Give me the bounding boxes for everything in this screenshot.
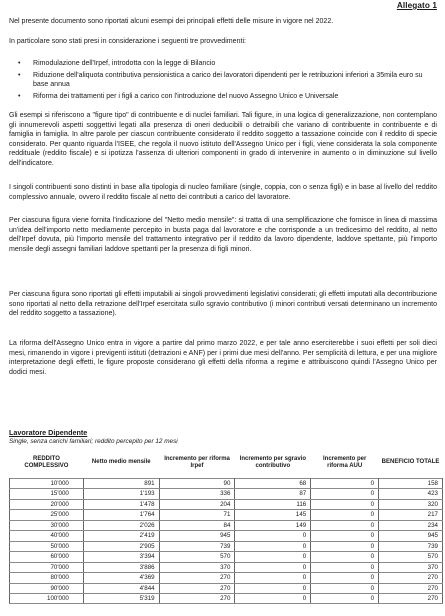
cell-netto: 1'478 <box>83 499 159 509</box>
cell-auu: 0 <box>311 552 379 562</box>
cell-sgravio: 116 <box>235 499 311 509</box>
cell-netto: 891 <box>83 479 159 489</box>
bullet-icon: • <box>18 60 21 67</box>
table-row <box>10 583 443 593</box>
cell-beneficio: 234 <box>379 520 443 530</box>
cell-irpef: 90 <box>159 479 235 489</box>
cell-netto: 4'369 <box>83 573 159 583</box>
cell-auu: 0 <box>311 562 379 572</box>
cell-sgravio: 0 <box>235 562 311 572</box>
list-item-text: Riforma dei trattamenti per i figli a carico con l'introduzione del nuovo Assegno Unico e Universale <box>33 93 339 101</box>
cell-beneficio: 570 <box>379 552 443 562</box>
cell-sgravio: 0 <box>235 531 311 541</box>
column-header-reddito: REDDITO COMPLESSIVO <box>24 455 69 469</box>
bullet-icon: • <box>18 93 21 101</box>
cell-netto: 2'026 <box>83 520 159 530</box>
cell-netto: 1'764 <box>83 510 159 520</box>
list-item <box>9 59 437 69</box>
cell-auu: 0 <box>311 489 379 499</box>
intro-paragraph-2: In particolare sono stati presi in considerazione i seguenti tre provvedimenti: <box>9 38 246 45</box>
cell-beneficio: 270 <box>379 573 443 583</box>
cell-sgravio: 0 <box>235 593 311 603</box>
cell-beneficio: 320 <box>379 499 443 509</box>
table-row <box>10 489 443 499</box>
cell-auu: 0 <box>311 520 379 530</box>
cell-irpef: 270 <box>159 583 235 593</box>
column-header-irpef: Incremento per riforma Irpef <box>164 455 230 469</box>
column-header-sgravio: Incremento per sgravio contributivo <box>239 455 307 469</box>
cell-netto: 2'905 <box>83 541 159 551</box>
table-row <box>10 510 443 520</box>
cell-sgravio: 149 <box>235 520 311 530</box>
cell-beneficio: 423 <box>379 489 443 499</box>
cell-reddito: 50'000 <box>10 541 84 551</box>
body-paragraph-taxpayers: I singoli contribuenti sono distinti in base alla tipologia di nucleo familiare (single, coppia, con o senza figli) e in base al livello del reddito complessivo annuale, ovvero il reddito fiscale al netto dei contributi a carico del lavoratore. <box>9 184 437 201</box>
section-subtitle: Single, senza carichi familiari; reddito percepito per 12 mesi <box>9 438 178 445</box>
intro-paragraph-1: Nel presente documento sono riportati alcuni esempi dei principali effetti delle misure in vigore nel 2022. <box>9 18 334 25</box>
cell-auu: 0 <box>311 510 379 520</box>
table-row <box>10 593 443 603</box>
bullet-icon: • <box>18 71 21 79</box>
table-row <box>10 541 443 551</box>
table-row <box>10 499 443 509</box>
cell-reddito: 15'000 <box>10 489 84 499</box>
table-header-row <box>10 448 443 479</box>
cell-beneficio: 270 <box>379 593 443 603</box>
cell-beneficio: 270 <box>379 583 443 593</box>
cell-auu: 0 <box>311 531 379 541</box>
cell-sgravio: 145 <box>235 510 311 520</box>
column-header-netto: Netto medio mensile <box>91 459 151 466</box>
cell-sgravio: 87 <box>235 489 311 499</box>
cell-irpef: 336 <box>159 489 235 499</box>
cell-reddito: 10'000 <box>10 479 84 489</box>
cell-irpef: 370 <box>159 562 235 572</box>
cell-netto: 2'419 <box>83 531 159 541</box>
cell-irpef: 270 <box>159 573 235 583</box>
cell-reddito: 30'000 <box>10 520 84 530</box>
cell-auu: 0 <box>311 541 379 551</box>
cell-reddito: 80'000 <box>10 573 84 583</box>
cell-reddito: 25'000 <box>10 510 84 520</box>
table-row <box>10 531 443 541</box>
cell-beneficio: 370 <box>379 562 443 572</box>
cell-irpef: 270 <box>159 593 235 603</box>
cell-reddito: 20'000 <box>10 499 84 509</box>
benefits-table <box>9 448 443 604</box>
cell-auu: 0 <box>311 499 379 509</box>
cell-netto: 4'844 <box>83 583 159 593</box>
table-row <box>10 520 443 530</box>
table-row <box>10 562 443 572</box>
cell-irpef: 945 <box>159 531 235 541</box>
list-item <box>9 71 437 90</box>
list-item-text: Riduzione dell'aliquota contributiva pensionistica a carico dei lavoratori dipendenti per le retribuzioni inferiori a 35mila euro su base annua <box>33 71 423 89</box>
cell-beneficio: 739 <box>379 541 443 551</box>
cell-beneficio: 158 <box>379 479 443 489</box>
list-item <box>9 92 437 102</box>
cell-reddito: 60'000 <box>10 552 84 562</box>
cell-irpef: 739 <box>159 541 235 551</box>
cell-irpef: 570 <box>159 552 235 562</box>
cell-netto: 3'886 <box>83 562 159 572</box>
body-paragraph-net-monthly: Per ciascuna figura viene fornita l'indicazione del "Netto medio mensile": si tratta di una semplificazione che fornisce in linea di massima un'idea dell'importo netto mediamente percepito in busta paga dal lavoratore e che corrisponde a un tredicesimo del reddito, al netto dell'Irpef dovuta, più l'importo mensile del trattamento integrativo per il reddito da lavoro dipendente, laddove spettante, più l'importo mensile degli assegni familiari laddove spettanti per la presenza di figli minori. <box>9 217 437 253</box>
cell-auu: 0 <box>311 479 379 489</box>
table-row <box>10 479 443 489</box>
cell-netto: 3'394 <box>83 552 159 562</box>
body-paragraph-effects: Per ciascuna figura sono riportati gli effetti imputabili ai singoli provvedimenti legislativi considerati; gli effetti imputati alla decontribuzione sono riportati al netto della retrazione dell'Irpef esercitata sullo sgravio contributivo (i minori contributi versati determinano un incremento del reddito soggetto a tassazione). <box>9 291 437 318</box>
cell-beneficio: 945 <box>379 531 443 541</box>
cell-reddito: 90'000 <box>10 583 84 593</box>
cell-reddito: 100'000 <box>10 593 84 603</box>
cell-netto: 1'193 <box>83 489 159 499</box>
cell-reddito: 70'000 <box>10 562 84 572</box>
column-header-auu: Incremento per riforma AUU <box>322 455 367 469</box>
cell-netto: 5'319 <box>83 593 159 603</box>
body-paragraph-assegno-unico: La riforma dell'Assegno Unico entra in vigore a partire dal primo marzo 2022, e per tale anno eserciterebbe i suoi effetti per soli dieci mesi, rimanendo in vigore i previgenti istituti (detrazioni e ANF) per i primi due mesi dell'anno. Per semplicità di lettura, e per una migliore interpretazione degli effetti, le figure proposte considerano gli effetti della riforma a regime e attribuiscono quindi l'Assegno Unico per dodici mesi. <box>9 340 437 376</box>
cell-reddito: 40'000 <box>10 531 84 541</box>
cell-irpef: 71 <box>159 510 235 520</box>
cell-auu: 0 <box>311 583 379 593</box>
section-title: Lavoratore Dipendente <box>9 428 88 437</box>
body-paragraph-figure-types: Gli esempi si riferiscono a "figure tipo" di contribuente e di nuclei familiari. Tali figure, in una logica di generalizzazione, non contemplano gli innumerevoli aspetti soggettivi legati alla presenza di oneri deducibili o detraibili che variano di contribuente in contribuente e di famiglia in famiglia. In altre parole per ciascun contribuente considerato il reddito soggetto a tassazione coincide con il reddito di specie considerato. Per quanto riguarda l'ISEE, che regola il nuovo istituto dell'Assegno Unico per i figli, viene considerata la sola componente reddituale (reddito fiscale) e si ipotizza l'assenza di ulteriori componenti in grado di intervenire in aumento o in diminuzione sul livello dell'indicatore. <box>9 112 437 167</box>
table-row <box>10 573 443 583</box>
attachment-label: Allegato 1 <box>396 1 437 10</box>
cell-auu: 0 <box>311 593 379 603</box>
cell-sgravio: 0 <box>235 552 311 562</box>
list-item-text: Rimodulazione dell'Irpef, introdotta con la legge di Bilancio <box>33 60 216 67</box>
cell-irpef: 204 <box>159 499 235 509</box>
measures-list <box>9 59 437 104</box>
cell-sgravio: 0 <box>235 541 311 551</box>
cell-beneficio: 217 <box>379 510 443 520</box>
cell-auu: 0 <box>311 573 379 583</box>
cell-sgravio: 0 <box>235 583 311 593</box>
table-row <box>10 552 443 562</box>
cell-sgravio: 68 <box>235 479 311 489</box>
column-header-beneficio: BENEFICIO TOTALE <box>381 459 440 466</box>
cell-irpef: 84 <box>159 520 235 530</box>
cell-sgravio: 0 <box>235 573 311 583</box>
